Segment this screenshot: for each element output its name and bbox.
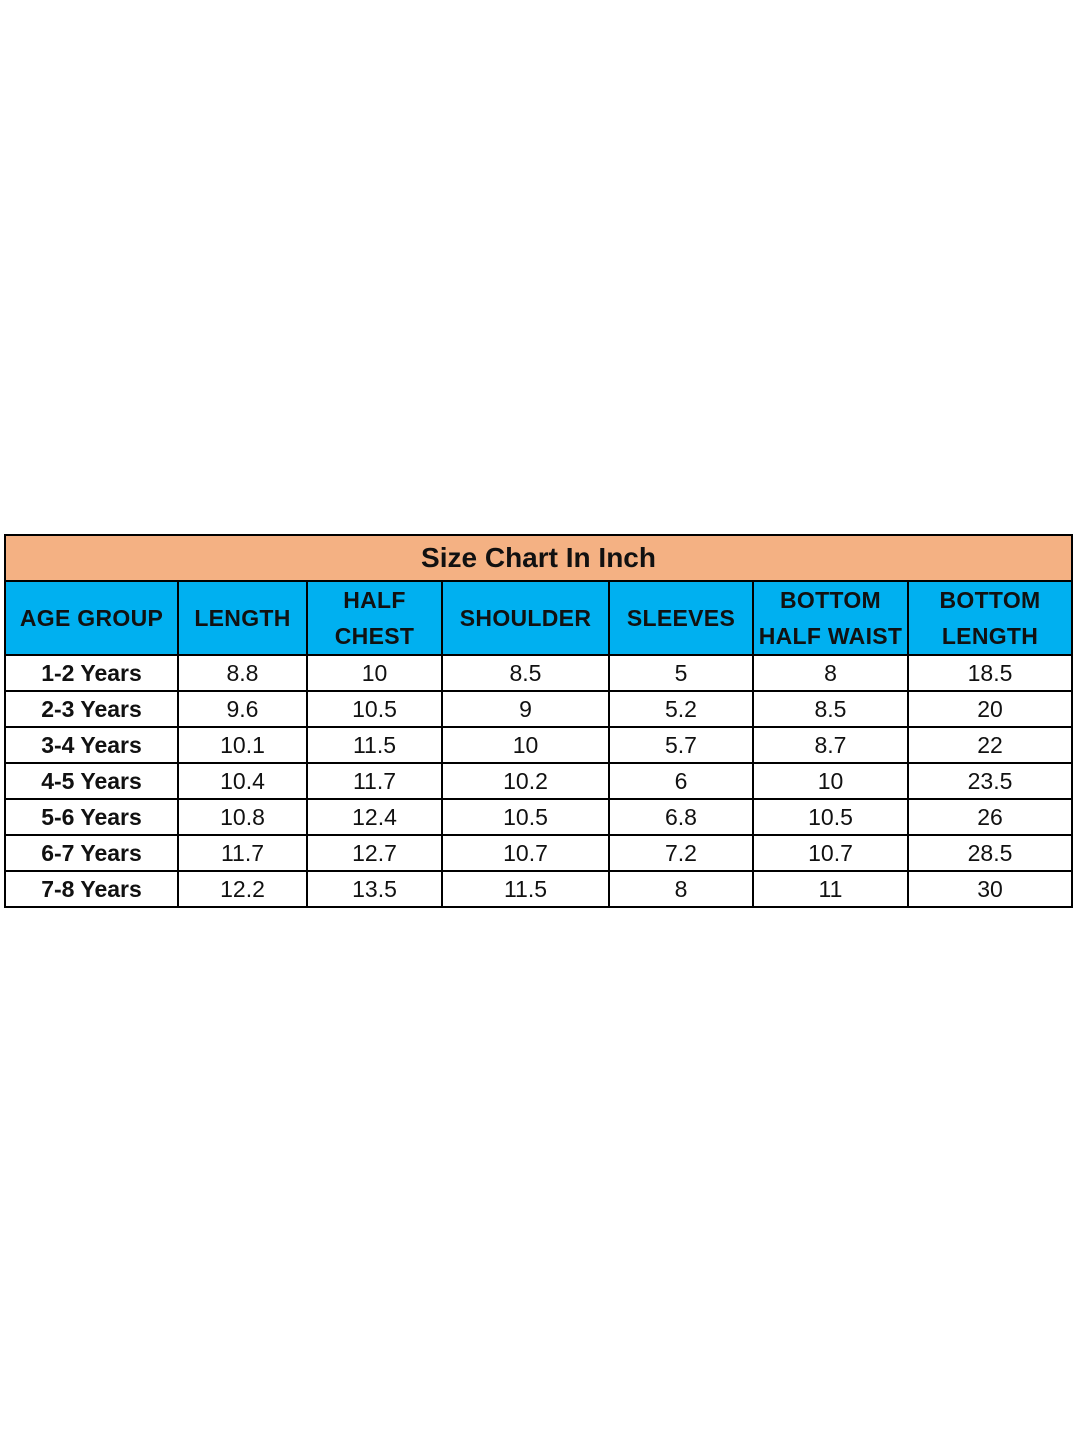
header-bottom-half-waist xyxy=(753,581,908,655)
age-group-cell: 7-8 Years xyxy=(5,871,178,907)
measurement-cell: 5.2 xyxy=(609,691,753,727)
age-group-cell: 3-4 Years xyxy=(5,727,178,763)
measurement-cell: 9 xyxy=(442,691,609,727)
measurement-cell: 10.5 xyxy=(442,799,609,835)
header-label-line: SLEEVES xyxy=(626,605,736,631)
measurement-cell: 7.2 xyxy=(609,835,753,871)
measurement-cell: 8.5 xyxy=(442,655,609,691)
measurement-cell: 8.7 xyxy=(753,727,908,763)
measurement-cell: 11.7 xyxy=(178,835,307,871)
age-group-cell: 1-2 Years xyxy=(5,655,178,691)
header-bottom-length xyxy=(908,581,1072,655)
measurement-cell: 9.6 xyxy=(178,691,307,727)
measurement-cell: 12.2 xyxy=(178,871,307,907)
header-label-line: HALF xyxy=(343,587,406,613)
table-body xyxy=(5,655,1072,907)
table-row xyxy=(5,871,1072,907)
measurement-cell: 10.2 xyxy=(442,763,609,799)
measurement-cell: 10.4 xyxy=(178,763,307,799)
table-row xyxy=(5,727,1072,763)
measurement-cell: 6.8 xyxy=(609,799,753,835)
header-shoulder xyxy=(442,581,609,655)
header-label-line: LENGTH xyxy=(194,605,291,631)
header-half-chest xyxy=(307,581,442,655)
measurement-cell: 11.7 xyxy=(307,763,442,799)
measurement-cell: 11.5 xyxy=(442,871,609,907)
header-length xyxy=(178,581,307,655)
table-row xyxy=(5,799,1072,835)
size-chart-sheet xyxy=(4,534,1071,908)
measurement-cell: 10.5 xyxy=(753,799,908,835)
measurement-cell: 22 xyxy=(908,727,1072,763)
measurement-cell: 6 xyxy=(609,763,753,799)
measurement-cell: 26 xyxy=(908,799,1072,835)
measurement-cell: 20 xyxy=(908,691,1072,727)
measurement-cell: 10.7 xyxy=(442,835,609,871)
header-label-line: BOTTOM xyxy=(779,587,882,613)
size-chart-table xyxy=(4,534,1073,908)
header-row xyxy=(5,581,1072,655)
measurement-cell: 11.5 xyxy=(307,727,442,763)
measurement-cell: 8 xyxy=(609,871,753,907)
measurement-cell: 8.8 xyxy=(178,655,307,691)
header-age-group xyxy=(5,581,178,655)
chart-title: Size Chart In Inch xyxy=(5,535,1072,581)
measurement-cell: 12.4 xyxy=(307,799,442,835)
header-label-line: AGE GROUP xyxy=(19,605,164,631)
measurement-cell: 18.5 xyxy=(908,655,1072,691)
measurement-cell: 10 xyxy=(307,655,442,691)
measurement-cell: 5 xyxy=(609,655,753,691)
title-row xyxy=(5,535,1072,581)
measurement-cell: 13.5 xyxy=(307,871,442,907)
age-group-cell: 6-7 Years xyxy=(5,835,178,871)
age-group-cell: 5-6 Years xyxy=(5,799,178,835)
table-row xyxy=(5,691,1072,727)
header-label-line: BOTTOM xyxy=(939,587,1041,613)
header-label-line: SHOULDER xyxy=(459,605,592,631)
measurement-cell: 30 xyxy=(908,871,1072,907)
table-row xyxy=(5,655,1072,691)
measurement-cell: 10.1 xyxy=(178,727,307,763)
measurement-cell: 10.5 xyxy=(307,691,442,727)
measurement-cell: 23.5 xyxy=(908,763,1072,799)
measurement-cell: 10.8 xyxy=(178,799,307,835)
table-row xyxy=(5,835,1072,871)
measurement-cell: 10.7 xyxy=(753,835,908,871)
table-row xyxy=(5,763,1072,799)
age-group-cell: 2-3 Years xyxy=(5,691,178,727)
header-label-line: CHEST xyxy=(334,623,415,649)
measurement-cell: 12.7 xyxy=(307,835,442,871)
measurement-cell: 5.7 xyxy=(609,727,753,763)
measurement-cell: 10 xyxy=(753,763,908,799)
header-label-line: LENGTH xyxy=(941,623,1039,649)
measurement-cell: 28.5 xyxy=(908,835,1072,871)
header-label-line: HALF WAIST xyxy=(758,623,903,649)
header-sleeves xyxy=(609,581,753,655)
measurement-cell: 11 xyxy=(753,871,908,907)
age-group-cell: 4-5 Years xyxy=(5,763,178,799)
measurement-cell: 8.5 xyxy=(753,691,908,727)
measurement-cell: 10 xyxy=(442,727,609,763)
measurement-cell: 8 xyxy=(753,655,908,691)
